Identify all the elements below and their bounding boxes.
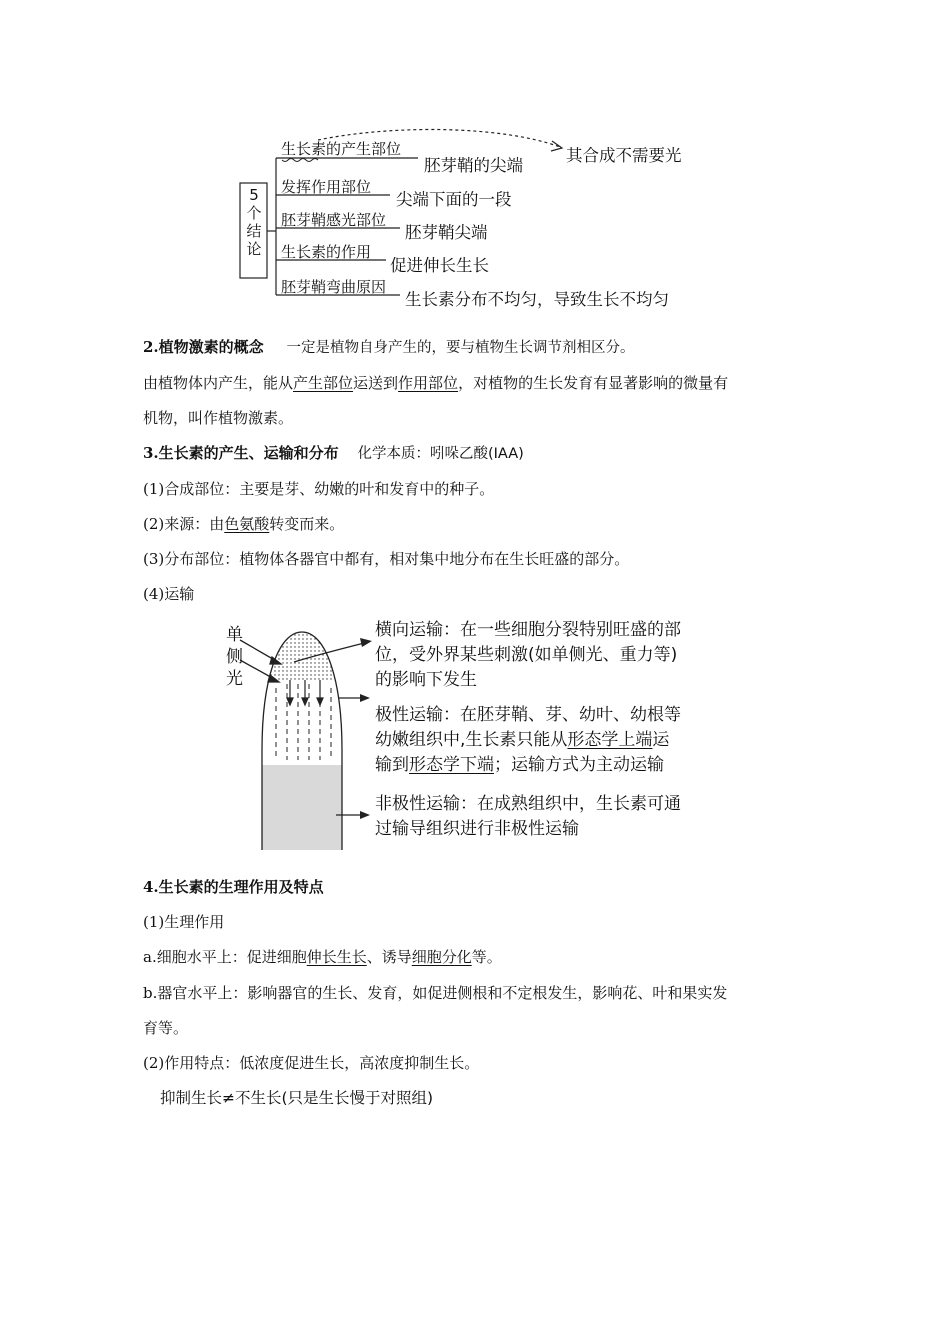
underlined-term: 色氨酸 xyxy=(224,515,270,533)
underlined-term: 形态学上端 xyxy=(567,730,653,750)
text: ，对植物的生长发育有显著影响的微量有 xyxy=(458,374,729,392)
underlined-term: 产生部位 xyxy=(293,374,354,392)
sec3-heading-line xyxy=(143,443,524,464)
list-item: (1)生理作用 xyxy=(143,913,225,931)
row-value: 促进伸长生长 xyxy=(390,256,489,275)
row-value: 胚芽鞘的尖端 xyxy=(424,156,523,175)
side-note: 其合成不需要光 xyxy=(566,146,682,165)
underlined-term: 伸长生长 xyxy=(306,948,367,966)
list-item: 育等。 xyxy=(143,1019,189,1037)
row-value: 生长素分布不均匀，导致生长不均匀 xyxy=(405,290,669,309)
text: ；运输方式为主动运输 xyxy=(494,755,664,775)
box-char: 个 xyxy=(246,204,262,222)
section-note: 一定是植物自身产生的，要与植物生长调节剂相区分。 xyxy=(286,340,635,356)
text-line: 位，受外界某些刺激(如单侧光、重力等) xyxy=(375,645,678,665)
section-note: 化学本质：吲哚乙酸(IAA) xyxy=(357,446,524,462)
text: 、诱导 xyxy=(366,948,412,966)
paragraph xyxy=(143,373,728,393)
row-value: 尖端下面的一段 xyxy=(396,190,512,209)
text-line: 横向运输：在一些细胞分裂特别旺盛的部 xyxy=(375,620,681,640)
sec2-heading-line xyxy=(143,337,634,358)
row-key: 生长素的产生部位 xyxy=(281,140,402,158)
light-label xyxy=(226,624,243,690)
underlined-term: 细胞分化 xyxy=(411,948,472,966)
list-item: (2)作用特点：低浓度促进生长，高浓度抑制生长。 xyxy=(143,1054,480,1072)
row-value: 胚芽鞘尖端 xyxy=(405,223,488,242)
text-line: 的影响下发生 xyxy=(375,670,477,690)
section-title: 3.生长素的产生、运输和分布 xyxy=(143,444,339,462)
text: 幼嫩组织中,生长素只能从 xyxy=(375,730,568,750)
section-title: 4.生长素的生理作用及特点 xyxy=(143,878,324,896)
row-key: 胚芽鞘感光部位 xyxy=(281,211,387,229)
text: 转变而来。 xyxy=(269,515,345,533)
row-key: 胚芽鞘弯曲原因 xyxy=(281,278,387,296)
text: 由植物体内产生，能从 xyxy=(143,374,294,392)
light-char: 光 xyxy=(226,669,243,689)
text: 运送到 xyxy=(353,374,399,392)
box-char: 论 xyxy=(246,240,262,258)
lateral-transport-text xyxy=(375,618,681,693)
polar-transport-text xyxy=(375,703,681,778)
list-item: b.器官水平上：影响器官的生长、发育，如促进侧根和不定根发生，影响花、叶和果实发 xyxy=(143,984,728,1002)
text: a.细胞水平上：促进细胞 xyxy=(143,948,307,966)
text-line: 过输导组织进行非极性运输 xyxy=(375,819,579,839)
nonpolar-transport-text xyxy=(375,792,681,842)
text-line xyxy=(375,728,681,753)
box-char: 结 xyxy=(246,222,262,240)
text-line: 非极性运输：在成熟组织中，生长素可通 xyxy=(375,794,681,814)
light-char: 侧 xyxy=(226,647,243,667)
text: 运 xyxy=(652,730,670,750)
row-key: 发挥作用部位 xyxy=(281,178,372,196)
list-item: (4)运输 xyxy=(143,585,195,603)
box-char: 5 xyxy=(249,186,259,204)
paragraph: 机物，叫作植物激素。 xyxy=(143,409,294,427)
list-item: (3)分布部位：植物体各器官中都有，相对集中地分布在生长旺盛的部分。 xyxy=(143,550,630,568)
text-line xyxy=(375,753,681,778)
side-note: 抑制生长≠不生长(只是生长慢于对照组) xyxy=(160,1089,434,1107)
underlined-term: 形态学下端 xyxy=(409,755,494,775)
text: 输到 xyxy=(375,755,409,775)
text: 等。 xyxy=(471,948,502,966)
list-item xyxy=(143,514,344,534)
row-key: 生长素的作用 xyxy=(281,243,372,261)
text-line: 极性运输：在胚芽鞘、芽、幼叶、幼根等 xyxy=(375,705,681,725)
list-item: (1)合成部位：主要是芽、幼嫩的叶和发育中的种子。 xyxy=(143,480,495,498)
section-title: 2.植物激素的概念 xyxy=(143,338,264,356)
list-item xyxy=(143,947,502,967)
text: (2)来源：由 xyxy=(143,515,225,533)
underlined-term: 作用部位 xyxy=(398,374,459,392)
light-char: 单 xyxy=(226,625,243,645)
